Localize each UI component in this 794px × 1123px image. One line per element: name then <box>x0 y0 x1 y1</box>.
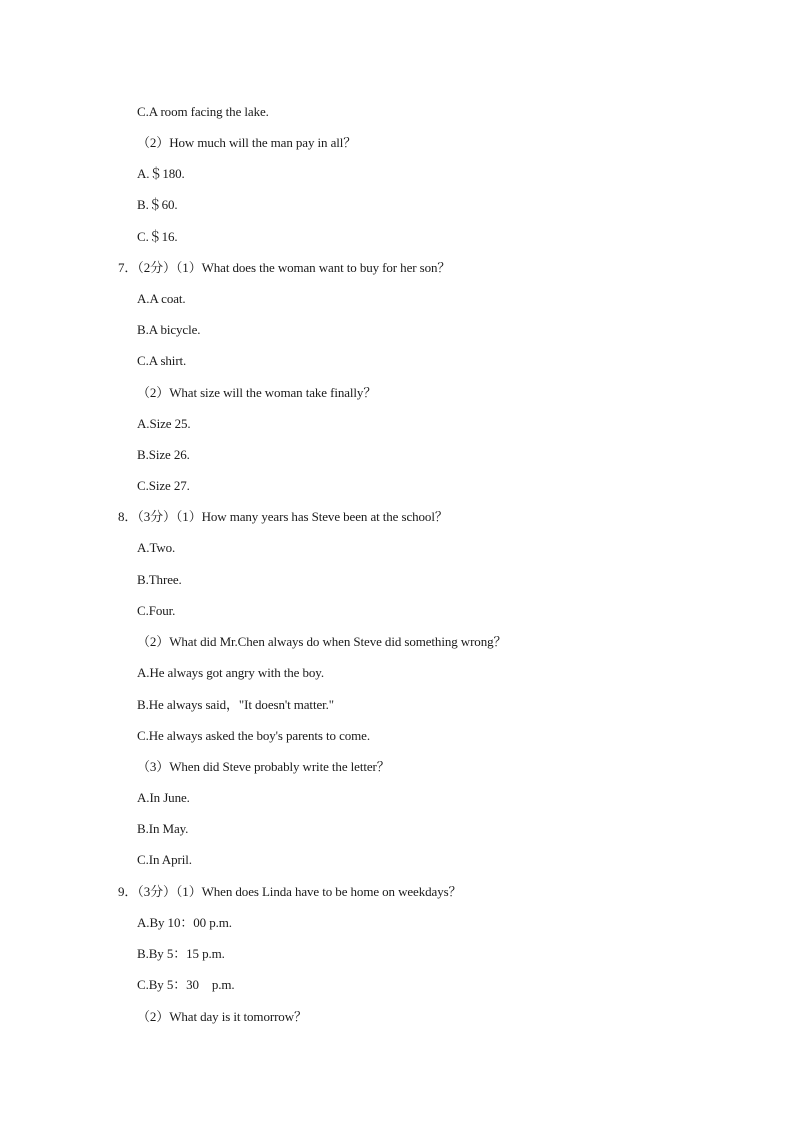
option-a-180: A.＄180. <box>137 166 185 181</box>
sub-question-how-much-pay: （2）How much will the man pay in all？ <box>137 135 357 150</box>
sub-question-write-letter: （3）When did Steve probably write the letter？ <box>137 759 390 774</box>
option-c-size-27: C.Size 27. <box>137 478 190 493</box>
option-b-size-26: B.Size 26. <box>137 447 190 462</box>
option-a-10pm: A.By 10：00 p.m. <box>137 915 232 930</box>
option-a-angry: A.He always got angry with the boy. <box>137 665 325 680</box>
option-b-may: B.In May. <box>137 821 189 836</box>
option-c-room-facing-lake: C.A room facing the lake. <box>137 104 269 119</box>
sub-question-what-day: （2）What day is it tomorrow？ <box>137 1009 307 1024</box>
option-b-60: B.＄60. <box>137 197 178 212</box>
option-a-size-25: A.Size 25. <box>137 416 191 431</box>
question-7-buy-for-son: 7．（2分）（1）What does the woman want to buy for her son？ <box>118 260 451 275</box>
question-9-linda-home: 9．（3分）（1）When does Linda have to be home on weekdays？ <box>118 884 462 899</box>
option-a-two: A.Two. <box>137 540 176 555</box>
option-a-june: A.In June. <box>137 790 190 805</box>
option-c-shirt: C.A shirt. <box>137 353 187 368</box>
option-b-bicycle: B.A bicycle. <box>137 322 201 337</box>
option-b-doesnt-matter: B.He always said，"It doesn't matter." <box>137 697 334 712</box>
sub-question-what-size: （2）What size will the woman take finally？ <box>137 385 377 400</box>
option-c-530pm: C.By 5：30 p.m. <box>137 977 235 992</box>
sub-question-mr-chen: （2）What did Mr.Chen always do when Steve did something wrong？ <box>137 634 507 649</box>
option-b-515pm: B.By 5：15 p.m. <box>137 946 225 961</box>
question-8-years-at-school: 8．（3分）（1）How many years has Steve been at the school？ <box>118 509 448 524</box>
option-c-parents-come: C.He always asked the boy's parents to come. <box>137 728 370 743</box>
option-c-april: C.In April. <box>137 852 192 867</box>
option-c-16: C.＄16. <box>137 229 178 244</box>
option-b-three: B.Three. <box>137 572 182 587</box>
option-c-four: C.Four. <box>137 603 176 618</box>
option-a-coat: A.A coat. <box>137 291 186 306</box>
